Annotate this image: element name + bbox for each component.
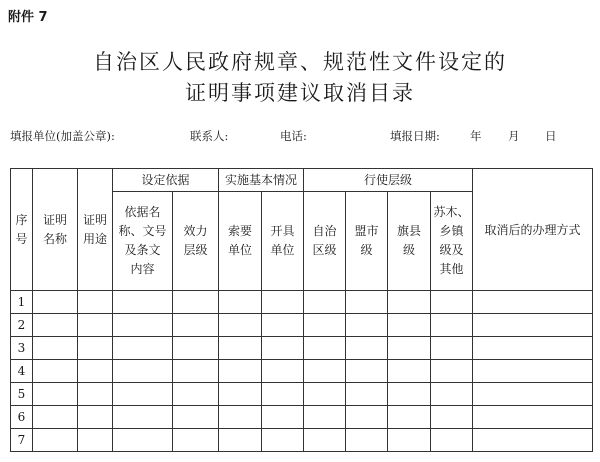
header-require-unit: 索要 单位 [219,192,262,291]
table-row [11,383,593,406]
table-cell [431,314,473,337]
row-number: 4 [11,360,33,383]
header-cert-name: 证明 名称 [33,169,78,291]
table-cell [173,337,219,360]
table-cell [113,291,173,314]
date-year-label: 年 [470,129,482,143]
table-cell [388,429,431,452]
table-row [11,314,593,337]
cancellation-catalog-table [10,168,593,452]
table-cell [346,429,388,452]
table-cell [473,406,593,429]
document-title-line1: 自治区人民政府规章、规范性文件设定的 [93,50,507,74]
table-cell [304,360,346,383]
table-cell [78,406,113,429]
contact-person-label: 联系人: [190,129,229,143]
table-cell [431,429,473,452]
table-row [11,360,593,383]
table-row [11,337,593,360]
table-cell [173,429,219,452]
group-implementation: 实施基本情况 [219,169,304,192]
table-cell [33,337,78,360]
table-cell [304,314,346,337]
table-cell [113,337,173,360]
date-month-label: 月 [508,129,520,143]
table-cell [78,383,113,406]
date-day-label: 日 [545,129,557,143]
table-cell [173,406,219,429]
table-row [11,291,593,314]
table-cell [33,383,78,406]
table-cell [113,360,173,383]
table-cell [304,291,346,314]
table-cell [219,337,262,360]
table-row [11,406,593,429]
table-cell [346,291,388,314]
row-number: 5 [11,383,33,406]
table-cell [431,406,473,429]
table-cell [346,314,388,337]
table-cell [304,383,346,406]
table-cell [33,406,78,429]
table-cell [219,383,262,406]
row-number: 6 [11,406,33,429]
table-cell [219,406,262,429]
table-cell [78,337,113,360]
header-issue-unit: 开具 单位 [262,192,304,291]
table-cell [262,406,304,429]
table-cell [33,314,78,337]
header-group-row [11,169,593,192]
table-cell [473,429,593,452]
table-cell [113,314,173,337]
table-cell [388,360,431,383]
table-cell [431,337,473,360]
header-league-city-level: 盟市 级 [346,192,388,291]
table-cell [173,360,219,383]
header-region-level: 自治 区级 [304,192,346,291]
header-after-cancel: 取消后的办理方式 [473,169,593,291]
table-cell [173,291,219,314]
row-number: 3 [11,337,33,360]
table-cell [173,314,219,337]
table-cell [33,291,78,314]
table-cell [78,360,113,383]
group-level: 行使层级 [304,169,473,192]
table-cell [78,429,113,452]
reporting-unit-label: 填报单位(加盖公章): [10,129,115,143]
table-cell [388,406,431,429]
phone-label: 电话: [280,129,307,143]
group-basis: 设定依据 [113,169,219,192]
row-number: 2 [11,314,33,337]
table-cell [304,406,346,429]
table-cell [304,337,346,360]
table-cell [78,291,113,314]
row-number: 7 [11,429,33,452]
table-cell [262,291,304,314]
table-cell [431,383,473,406]
table-cell [388,383,431,406]
table-cell [388,291,431,314]
table-cell [346,337,388,360]
attachment-label: 附件 7 [8,10,48,25]
header-effect-level: 效力 层级 [173,192,219,291]
header-cert-use: 证明 用途 [78,169,113,291]
header-basis-name: 依据名 称、文号 及条文 内容 [113,192,173,291]
table-cell [219,429,262,452]
table-cell [33,429,78,452]
table-cell [346,383,388,406]
table-cell [473,360,593,383]
table-cell [78,314,113,337]
table-row [11,429,593,452]
table-cell [473,383,593,406]
table-cell [219,314,262,337]
table-cell [262,383,304,406]
table-cell [388,337,431,360]
table-cell [473,314,593,337]
table-cell [262,337,304,360]
table-cell [113,383,173,406]
table-cell [219,291,262,314]
table-cell [388,314,431,337]
table-cell [473,291,593,314]
table-cell [113,429,173,452]
header-sumu-town-level: 苏木、 乡镇 级及 其他 [431,192,473,291]
document-title-line2: 证明事项建议取消目录 [185,81,415,105]
table-cell [304,429,346,452]
table-cell [219,360,262,383]
table-cell [33,360,78,383]
header-seq: 序 号 [11,169,33,291]
table-cell [346,360,388,383]
fill-date-label: 填报日期: [390,129,440,143]
table-cell [113,406,173,429]
table-cell [431,360,473,383]
table-cell [262,360,304,383]
table-cell [473,337,593,360]
table-cell [262,314,304,337]
table-cell [262,429,304,452]
table-cell [173,383,219,406]
row-number: 1 [11,291,33,314]
table-cell [346,406,388,429]
table-cell [431,291,473,314]
header-banner-county-level: 旗县 级 [388,192,431,291]
